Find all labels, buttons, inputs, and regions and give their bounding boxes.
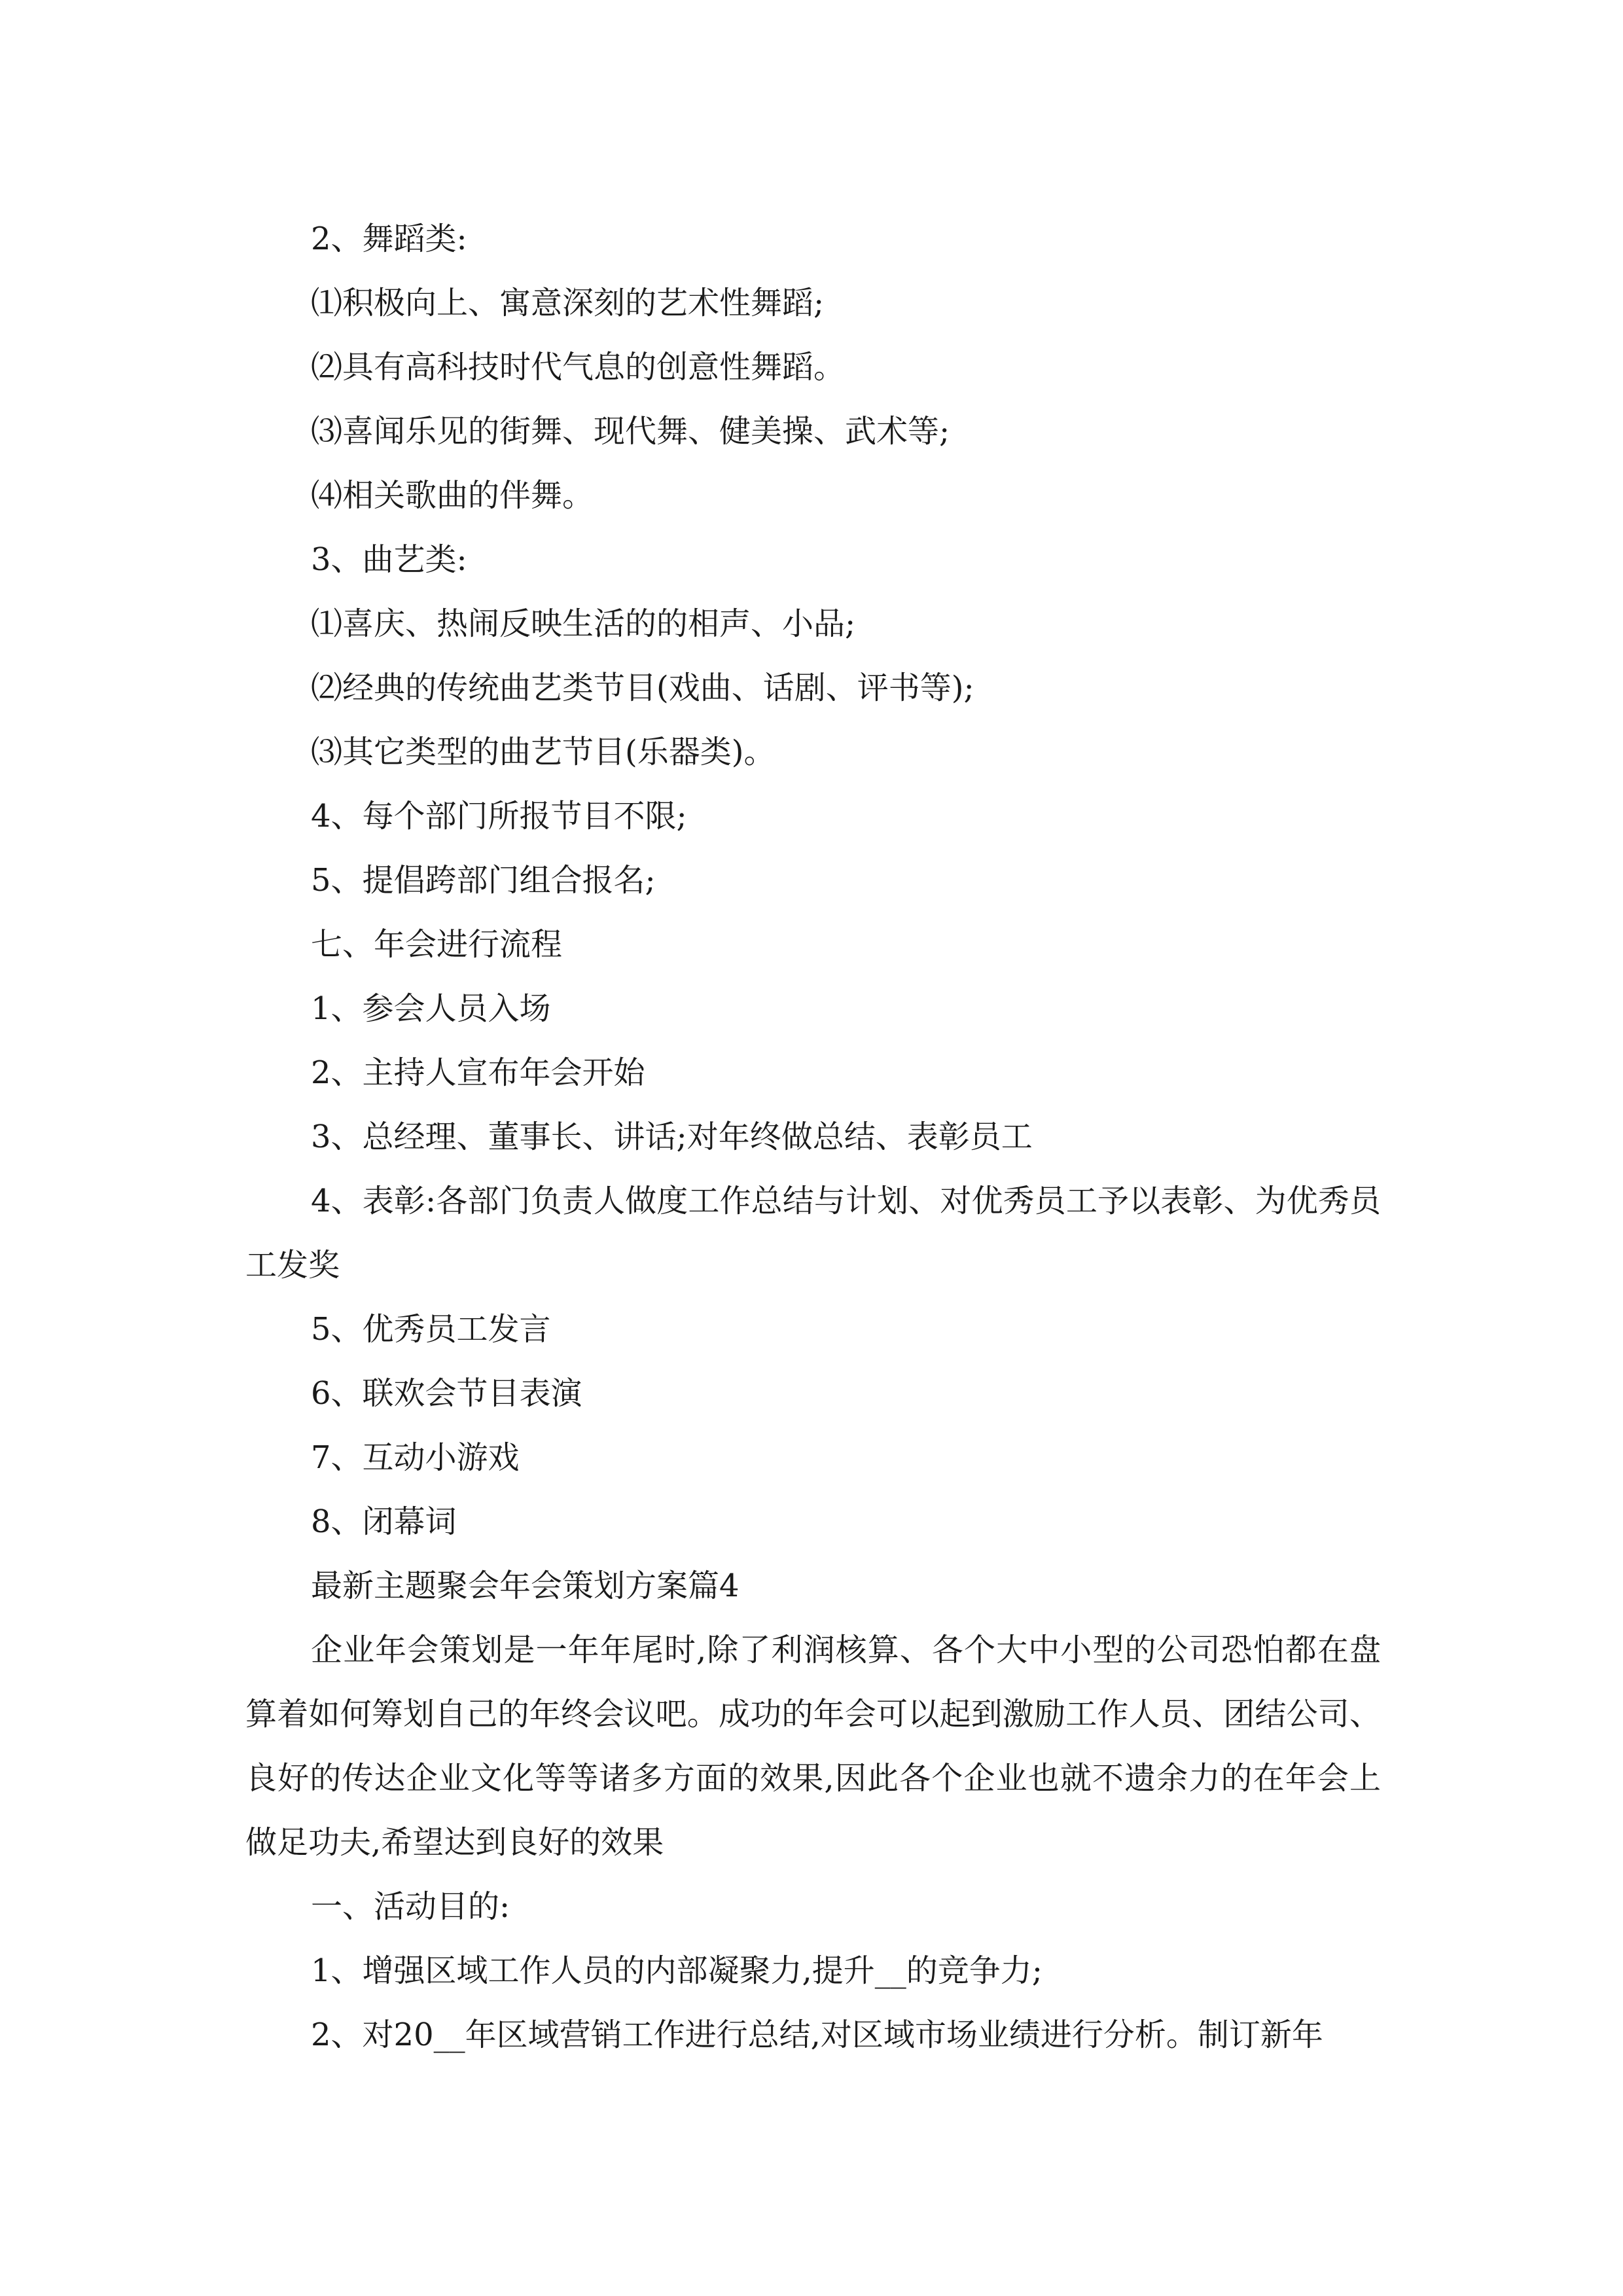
intro-paragraph: 企业年会策划是一年年尾时,除了利润核算、各个大中小型的公司恐怕都在盘算着如何筹划自己的年终会议吧。成功的年会可以起到激励工作人员、团结公司、良好的传达企业文化等等诸多方面的效果,因此各个企业也就不遗余力的在年会上做足功夫,希望达到良好的效果 (245, 1632, 1381, 1861)
list-item-process-3: 3、总经理、董事长、讲话;对年终做总结、表彰员工 (311, 1119, 1033, 1155)
list-item-process-8: 8、闭幕词 (311, 1503, 457, 1540)
section-heading-purpose: 一、活动目的: (311, 1888, 510, 1925)
list-item-process-7: 7、互动小游戏 (311, 1439, 520, 1476)
list-item-process-4: 4、表彰:各部门负责人做度工作总结与计划、对优秀员工予以表彰、为优秀员工发奖 (245, 1183, 1381, 1283)
list-item-process-6: 6、联欢会节目表演 (311, 1375, 582, 1412)
list-item-program-limit: 4、每个部门所报节目不限; (311, 798, 687, 834)
list-item-process-2: 2、主持人宣布年会开始 (311, 1054, 645, 1091)
list-item-dance-1: ⑴积极向上、寓意深刻的艺术性舞蹈; (311, 285, 825, 321)
list-item-quyi-1: ⑴喜庆、热闹反映生活的的相声、小品; (311, 605, 856, 642)
list-item-quyi-category: 3、曲艺类: (311, 541, 467, 578)
list-item-cross-department: 5、提倡跨部门组合报名; (311, 862, 656, 899)
list-item-dance-4: ⑷相关歌曲的伴舞。 (311, 477, 594, 514)
list-item-dance-category: 2、舞蹈类: (311, 221, 467, 257)
list-item-process-1: 1、参会人员入场 (311, 990, 551, 1027)
list-item-process-5: 5、优秀员工发言 (311, 1311, 551, 1348)
section-heading-process: 七、年会进行流程 (311, 926, 563, 963)
list-item-purpose-1: 1、增强区域工作人员的内部凝聚力,提升__的竞争力; (311, 1952, 1043, 1989)
list-item-dance-3: ⑶喜闻乐见的街舞、现代舞、健美操、武术等; (311, 413, 950, 450)
list-item-dance-2: ⑵具有高科技时代气息的创意性舞蹈。 (311, 349, 846, 386)
list-item-quyi-3: ⑶其它类型的曲艺节目(乐器类)。 (311, 734, 776, 770)
document-body (245, 207, 1381, 2067)
list-item-quyi-2: ⑵经典的传统曲艺类节目(戏曲、话剧、评书等); (311, 670, 974, 706)
article-title: 最新主题聚会年会策划方案篇4 (311, 1568, 740, 1604)
list-item-purpose-2: 2、对20__年区域营销工作进行总结,对区域市场业绩进行分析。制订新年 (311, 2017, 1323, 2053)
